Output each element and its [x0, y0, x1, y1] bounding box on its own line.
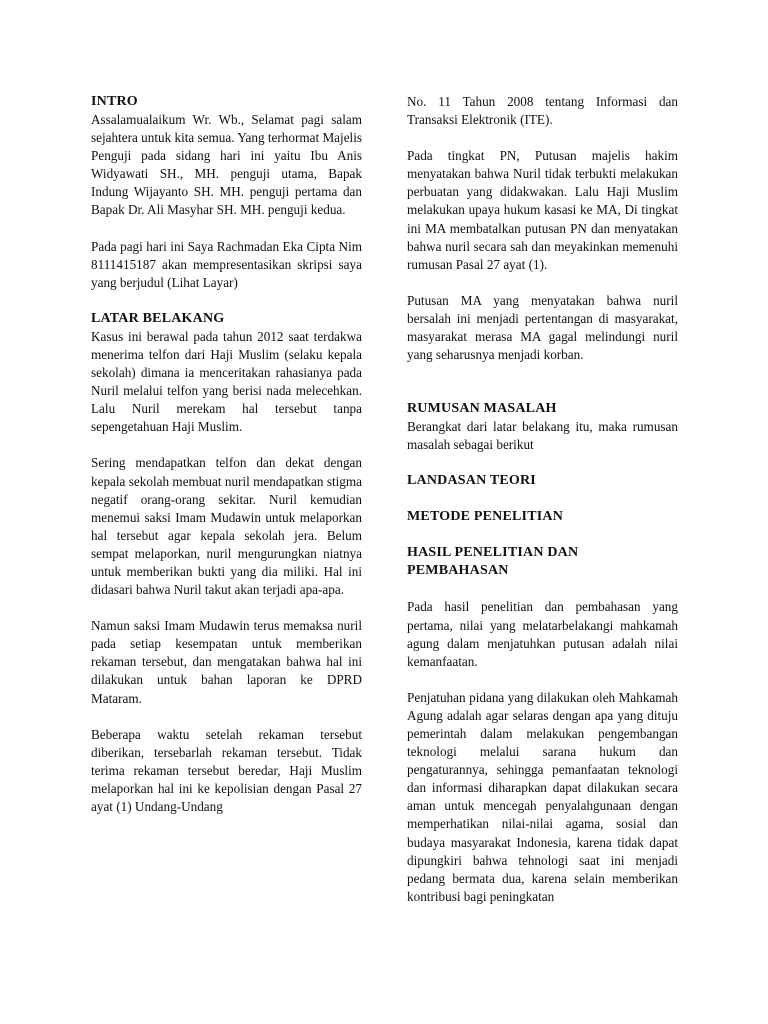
- rumusan-masalah-heading: RUMUSAN MASALAH: [407, 401, 557, 417]
- rumusan-paragraph: Berangkat dari latar belakang itu, maka rumusan masalah sebagai berikut: [407, 419, 678, 453]
- landasan-teori-heading: LANDASAN TEORI: [407, 473, 536, 489]
- continued-paragraph-2: Pada tingkat PN, Putusan majelis hakim menyatakan bahwa Nuril tidak terbukti melakukan perbuatan yang didakwakan. Lalu Haji Muslim melakukan upaya hukum kasasi ke MA, Di tingkat ini MA membatalkan putusan PN dan menyatakan bahwa nuril secara sah dan meyakinkan memenuhi rumusan Pasal 27 ayat (1).: [407, 148, 678, 272]
- continued-paragraph-1: No. 11 Tahun 2008 tentang Informasi dan Transaksi Elektronik (ITE).: [407, 94, 678, 128]
- intro-paragraph-1: Assalamualaikum Wr. Wb., Selamat pagi salam sejahtera untuk kita semua. Yang terhormat Majelis Penguji pada sidang hari ini yaitu Ibu Anis Widyawati SH., MH. penguji utama, Bapak Indung Wijayanto SH. MH. penguji pertama dan Bapak Dr. Ali Masyhar SH. MH. penguji kedua.: [91, 112, 363, 218]
- latar-belakang-heading: LATAR BELAKANG: [91, 310, 225, 326]
- hasil-penelitian-heading: HASIL PENELITIAN DAN PEMBAHASAN: [407, 545, 579, 579]
- metode-penelitian-heading: METODE PENELITIAN: [407, 509, 564, 525]
- intro-paragraph-2: Pada pagi hari ini Saya Rachmadan Eka Cipta Nim 8111415187 akan mempresentasikan skripsi saya yang berjudul (Lihat Layar): [91, 238, 362, 290]
- latar-paragraph-1: Kasus ini berawal pada tahun 2012 saat terdakwa menerima telfon dari Haji Muslim (selaku kepala sekolah) dimana ia menceritakan rahasianya pada Nuril melalui telfon yang berisi nada melecehkan. Lalu Nuril merekam hal tersebut tanpa sepengetahuan Haji Muslim.: [91, 328, 362, 435]
- right-column: [407, 93, 678, 906]
- hasil-paragraph-1: Pada hasil penelitian dan pembahasan yang pertama, nilai yang melatarbelakangi mahkamah agung dalam menjatuhkan putusan adalah nilai kemanfaatan.: [407, 599, 678, 669]
- intro-heading: INTRO: [91, 94, 138, 109]
- latar-paragraph-2: Sering mendapatkan telfon dan dekat dengan kepala sekolah membuat nuril mendapatkan stigma negatif orang-orang sekitar. Nuril kemudian menemui saksi Imam Mudawin untuk melaporkan hal tersebut agar kepala sekolah jera. Belum sempat melaporkan, nuril mengurungkan niatnya untuk memberikan bukti yang dia miliki. Hal ini didasari bahwa Nuril takut akan terjadi apa-apa.: [91, 455, 362, 598]
- latar-paragraph-4: Beberapa waktu setelah rekaman tersebut diberikan, tersebarlah rekaman tersebut. Tidak terima rekaman tersebut beredar, Haji Muslim melaporkan hal ini ke kepolisian dengan Pasal 27 ayat (1) Undang-Undang: [91, 726, 362, 814]
- left-column: [91, 93, 362, 816]
- continued-paragraph-3: Putusan MA yang menyatakan bahwa nuril bersalah ini menjadi pertentangan di masyarakat, masyarakat merasa MA gagal melindungi nuril yang seharusnya menjadi korban.: [407, 292, 678, 363]
- hasil-paragraph-2: Penjatuhan pidana yang dilakukan oleh Mahkamah Agung adalah agar selaras dengan apa yang dituju pemerintah dalam melakukan pengembangan teknologi melalui sarana hukum dan pengaturannya, sehingga pemanfaatan teknologi dan informasi diharapkan dapat dilakukan secara aman untuk mencegah penyalahgunaan dengan memperhatikan nilai-nilai agama, sosial dan budaya masyarakat Indonesia, karena tidak dapat dipungkiri bahwa tehnologi saat ini menjadi pedang bermata dua, karena selain memberikan kontribusi bagi peningkatan: [407, 689, 678, 904]
- latar-paragraph-3: Namun saksi Imam Mudawin terus memaksa nuril pada setiap kesempatan untuk memberikan rekaman tersebut, dan mengatakan bahwa hal ini dilakukan untuk bahan laporan ke DPRD Mataram.: [91, 618, 362, 706]
